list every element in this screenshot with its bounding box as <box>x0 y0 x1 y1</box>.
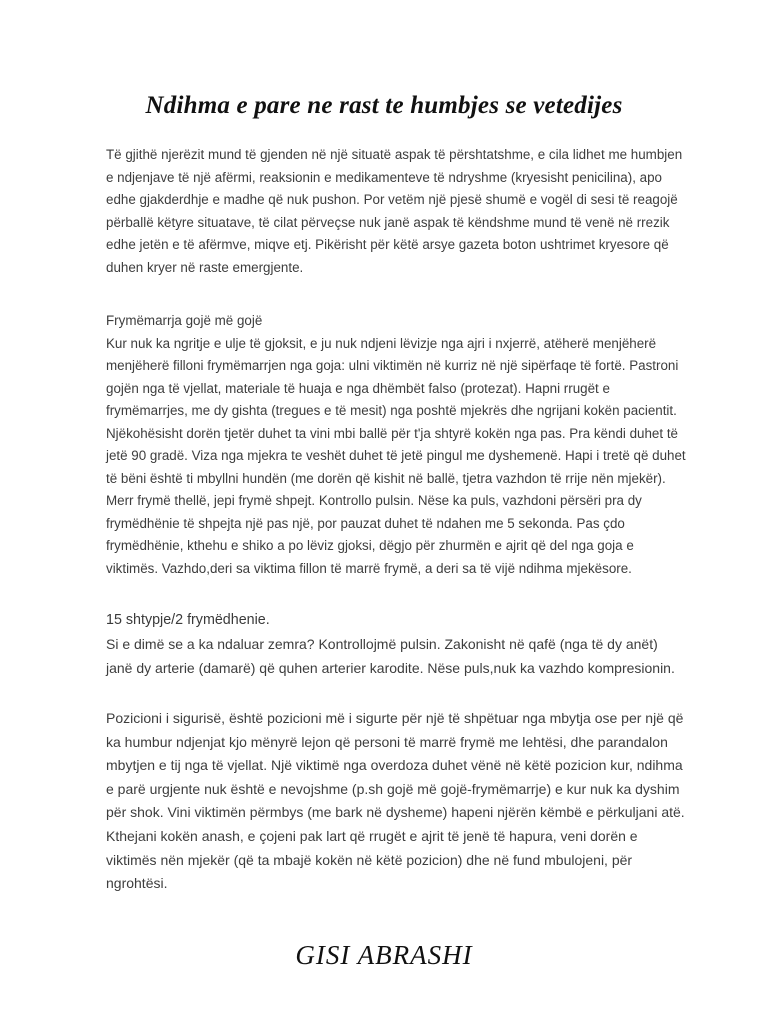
author-signature: GISI ABRASHI <box>295 940 473 970</box>
document-title: Ndihma e pare ne rast te humbjes se vetedijes <box>145 92 623 119</box>
breathing-heading: Frymëmarrja gojë më gojë <box>106 313 263 328</box>
compression-ratio: 15 shtypje/2 frymëdhenie. <box>106 612 270 628</box>
intro-section <box>106 144 686 279</box>
pulse-paragraph: Si e dimë se a ka ndaluar zemra? Kontrollojmë pulsin. Zakonisht në qafë (nga të dy anët) janë dy arterie (damarë) që quhen arterier karodite. Nëse puls,nuk ka vazhdo kompresionin. <box>106 636 675 676</box>
intro-paragraph: Të gjithë njerëzit mund të gjenden në një situatë aspak të përshtatshme, e cila lidhet me humbjen e ndjenjave të një afërmi, reaksionin e medikamenteve të ndryshme (kryesisht penicilina), apo edhe gjakderdhje e madhe që nuk pushon. Por vetëm një pjesë shumë e vogël di sesi të reagojë përballë këtyre situatave, të cilat përveçse nuk janë aspak të këndshme mund të venë në rrezik edhe jetën e të afërmve, miqve etj. Pikërisht për këtë arsye gazeta boton ushtrimet kryesore që duhen kryer në raste emergjente. <box>106 147 683 275</box>
breathing-section <box>106 310 686 580</box>
pulse-section <box>106 633 686 680</box>
breathing-paragraph: Kur nuk ka ngritje e ulje të gjoksit, e ju nuk ndjeni lëvizje nga ajri i nxjerrë, atëherë menjëherë menjëherë filloni frymëmarrjen nga goja: ulni viktimën në kurriz në një sipërfaqe të fortë. Pastroni gojën nga të vjellat, materiale të huaja e nga dhëmbët falso (protezat). Hapni rrugët e frymëmarrjes, me dy gishta (tregues e të mesit) nga poshtë mjekrës dhe ngrijani kokën pacientit. Njëkohësisht dorën tjetër duhet ta vini mbi ballë për t'ja shtyrë kokën nga pas. Pra këndi duhet të jetë 90 gradë. Viza nga mjekra te veshët duhet të jetë pingul me dyshemenë. Hapi i tretë që duhet të bëni është ti mbyllni hundën (me dorën që kishit në ballë, tjetra vazhdon të rrije nën mjekër). Merr frymë thellë, jepi frymë shpejt. Kontrollo pulsin. Nëse ka puls, vazhdoni përsëri pra dy frymëdhënie të shpejta një pas një, por pauzat duhet të ndahen me 5 sekonda. Pas çdo frymëdhënie, kthehu e shiko a po lëviz gjoksi, dëgjo për zhurmën e ajrit që del nga goja e viktimës. Vazhdo,deri sa viktima fillon të marrë frymë, a deri sa të vijë ndihma mjekësore. <box>106 335 686 576</box>
recovery-position-paragraph: Pozicioni i sigurisë, është pozicioni më i sigurte për një të shpëtuar nga mbytja ose per një që ka humbur ndjenjat kjo mënyrë lejon që personi të marrë frymë me lehtësi, dhe parandalon mbytjen e tij nga të vjellat. Një viktimë nga overdoza duhet vënë në këtë pozicion kur, ndihma e parë urgjente nuk është e nevojshme (p.sh gojë më gojë-frymëmarrje) e kur nuk ka dyshim për shok. Vini viktimën përmbys (me bark në dysheme) hapeni njërën këmbë e përkuljani atë. Kthejani kokën anash, e çojeni pak lart që rrugët e ajrit të jenë të hapura, veni dorën e viktimës nën mjekër (që ta mbajë kokën në këtë pozicion) dhe në fund mbulojeni, për ngrohtësi. <box>106 710 685 892</box>
recovery-position-section <box>106 707 686 896</box>
